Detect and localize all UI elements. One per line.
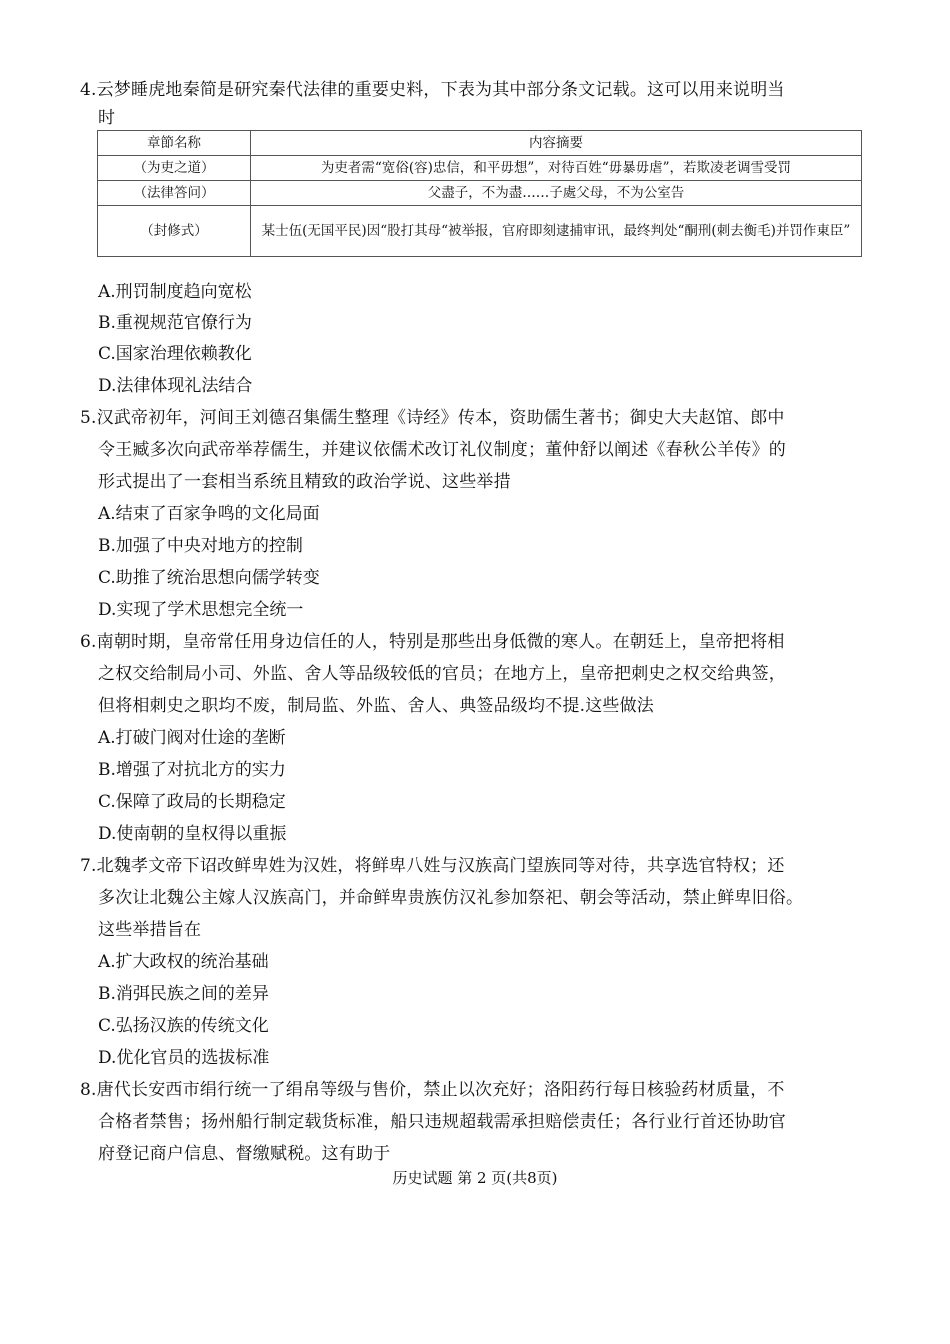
question-5-stem-line-2: 令王臧多次向武帝举荐儒生，并建议依儒术改订礼仪制度；董仲舒以阐述《春秋公羊传》的 (98, 440, 786, 460)
question-4-option-b[interactable]: B.重视规范官僚行为 (98, 313, 252, 333)
law-table (97, 130, 862, 257)
question-6-stem-line-2: 之权交给制局小司、外监、舍人等品级较低的官员；在地方上，皇帝把刺史之权交给典签， (98, 664, 786, 684)
question-5-option-d[interactable]: D.实现了学术思想完全统一 (98, 600, 304, 620)
question-4-option-c[interactable]: C.国家治理依赖教化 (98, 344, 252, 364)
law-table-header-content: 内容摘要 (251, 131, 862, 156)
question-7-option-d[interactable]: D.优化官员的选拔标准 (98, 1048, 270, 1068)
question-4 (80, 74, 880, 106)
question-4-option-a[interactable]: A.刑罚制度趋向宽松 (98, 282, 252, 302)
question-6-option-b[interactable]: B.增强了对抗北方的实力 (98, 760, 286, 780)
question-7 (80, 850, 880, 946)
table-row (98, 181, 862, 206)
table-row (98, 206, 862, 257)
question-7-option-a[interactable]: A.扩大政权的统治基础 (98, 952, 269, 972)
question-5-option-b[interactable]: B.加强了中央对地方的控制 (98, 536, 303, 556)
question-6-stem-line-1: 6.南朝时期，皇帝常任用身边信任的人，特别是那些出身低微的寒人。在朝廷上，皇帝把将相 (80, 632, 785, 652)
question-7-stem-line-2: 多次让北魏公主嫁人汉族高门，并命鲜卑贵族仿汉礼参加祭祀、朝会等活动，禁止鲜卑旧俗。 (98, 888, 804, 908)
law-table-cell-content: 为吏者需“宽俗(容)忠信，和平毋想”，对待百姓“毋暴毋虐”，若欺凌老调雪受罚 (251, 156, 862, 181)
page-footer: 历史试题 第 2 页(共8页) (392, 1169, 558, 1187)
law-table-cell-name: （法律答问） (98, 181, 251, 206)
law-table-header-row (98, 131, 862, 156)
question-7-stem-line-1: 7.北魏孝文帝下诏改鲜卑姓为汉姓，将鲜卑八姓与汉族高门望族同等对待，共享选官特权；还 (80, 856, 785, 876)
question-6-option-c[interactable]: C.保障了政局的长期稳定 (98, 792, 286, 812)
question-6 (80, 626, 880, 722)
question-8-stem-line-1: 8.唐代长安西市绢行统一了绢帛等级与售价，禁止以次充好；洛阳药行每日核验药材质量，不 (80, 1080, 785, 1100)
question-4-stem-line-2: 时 (98, 108, 116, 128)
question-7-stem-line-3: 这些举措旨在 (98, 920, 202, 940)
question-5-stem-line-1: 5.汉武帝初年，河间王刘德召集儒生整理《诗经》传本，资助儒生著书；御史大夫赵馆、郎中 (80, 408, 785, 428)
law-table-cell-content: 某士伍(无国平民)因“股打其母“被举报，官府即刻逮捕审讯，最终判处“酮刑(刺去衡毛)并罚作東臣” (251, 206, 862, 257)
question-4-stem-line-1: 4.云梦睡虎地秦简是研究秦代法律的重要史料，下表为其中部分条文记载。这可以用来说明当 (80, 80, 785, 100)
question-5-option-a[interactable]: A.结束了百家争鸣的文化局面 (98, 504, 320, 524)
question-4-stem-wrap (80, 104, 880, 132)
question-8-stem-line-3: 府登记商户信息、督缴赋税。这有助于 (98, 1144, 391, 1164)
question-6-stem-line-3: 但将相刺史之职均不废，制局监、外监、舍人、典签品级均不提.这些做法 (98, 696, 655, 716)
question-7-option-c[interactable]: C.弘扬汉族的传统文化 (98, 1016, 269, 1036)
question-4-option-d[interactable]: D.法律体现礼法结合 (98, 376, 253, 396)
law-table-header-name: 章節名称 (98, 131, 251, 156)
question-7-option-b[interactable]: B.消弭民族之间的差异 (98, 984, 269, 1004)
table-row (98, 156, 862, 181)
question-5-stem-line-3: 形式提出了一套相当系统且精致的政治学说、这些举措 (98, 472, 511, 492)
law-table-cell-name: （封修式） (98, 206, 251, 257)
question-8 (80, 1074, 880, 1170)
question-6-option-a[interactable]: A.打破门阀对仕途的垄断 (98, 728, 286, 748)
question-6-option-d[interactable]: D.使南朝的皇权得以重振 (98, 824, 287, 844)
question-5-option-c[interactable]: C.助推了统治思想向儒学转变 (98, 568, 320, 588)
law-table-cell-name: （为吏之道） (98, 156, 251, 181)
question-8-stem-line-2: 合格者禁售；扬州船行制定载货标准，船只违规超载需承担赔偿责任；各行业行首还协助官 (98, 1112, 786, 1132)
law-table-cell-content: 父盡子，不为盡……子處父母，不为公室告 (251, 181, 862, 206)
question-5 (80, 402, 880, 498)
